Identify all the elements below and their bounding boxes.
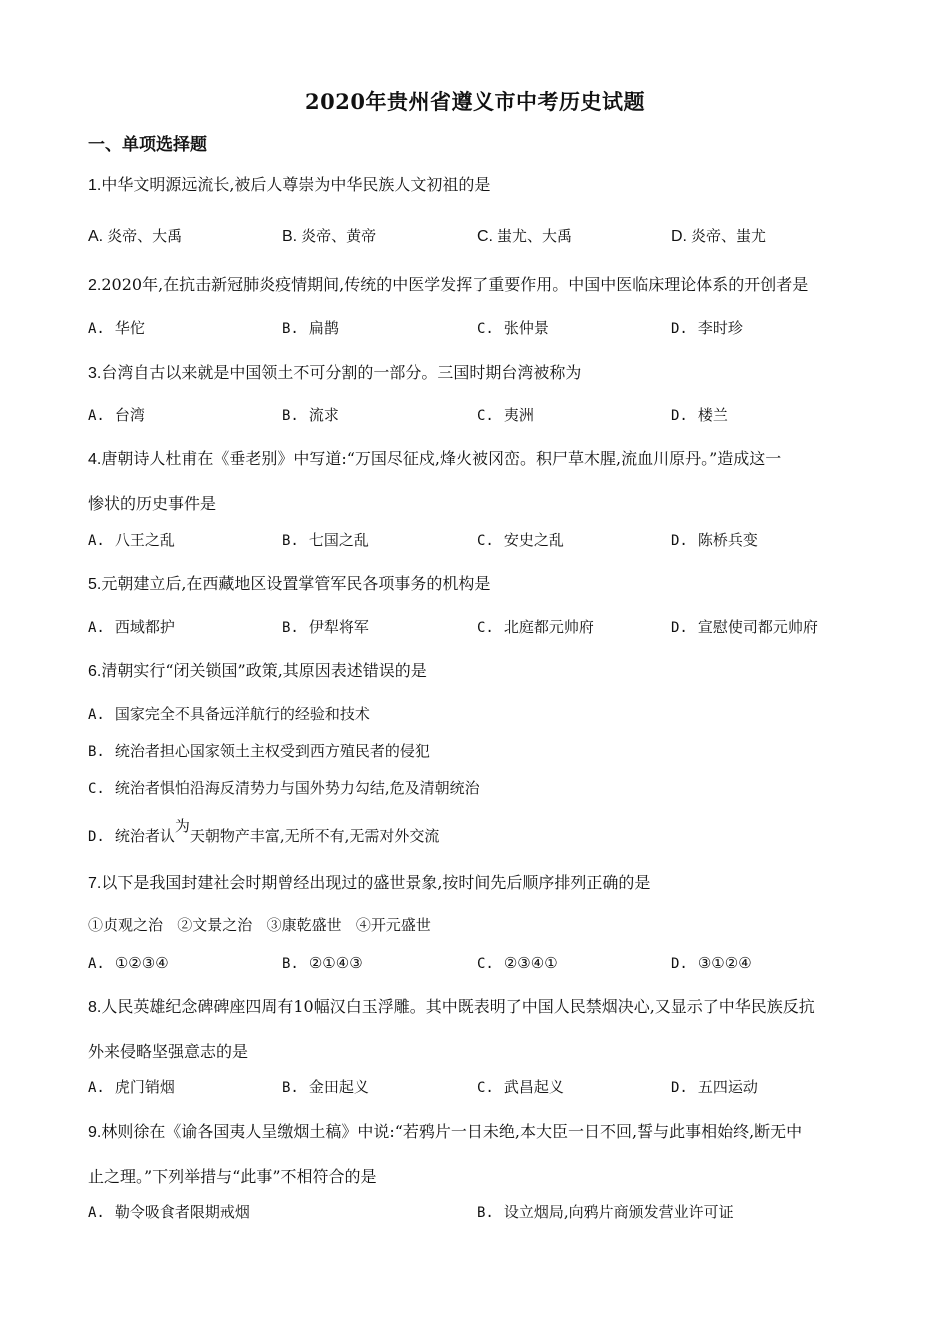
option-text: 宣慰使司都元帅府 bbox=[697, 618, 818, 636]
question-4 bbox=[88, 437, 866, 526]
question-number: 3. bbox=[88, 365, 102, 382]
question-stem: 元朝建立后,在西藏地区设置掌管军民各项事务的机构是 bbox=[101, 574, 491, 593]
question-stem: 以下是我国封建社会时期曾经出现过的盛世景象,按时间先后顺序排列正确的是 bbox=[101, 873, 651, 892]
question-number: 9. bbox=[88, 1124, 102, 1141]
question-8 bbox=[88, 985, 866, 1074]
option-text: 五四运动 bbox=[697, 1078, 758, 1096]
section-heading: 一、单项选择题 bbox=[88, 135, 207, 155]
option-text: ②③④① bbox=[503, 954, 558, 972]
option-c[interactable] bbox=[477, 1076, 564, 1099]
option-c[interactable] bbox=[477, 317, 549, 340]
option-b[interactable] bbox=[282, 404, 339, 427]
option-letter: C. bbox=[477, 620, 494, 636]
option-letter: A. bbox=[88, 408, 105, 424]
option-letter: A. bbox=[88, 533, 105, 549]
option-text: 炎帝、大禹 bbox=[107, 227, 183, 245]
option-letter: C. bbox=[88, 781, 105, 797]
option-text: 八王之乱 bbox=[114, 531, 175, 549]
option-letter: C. bbox=[477, 408, 494, 424]
option-c[interactable] bbox=[88, 777, 480, 798]
question-stem: 2020年,在抗击新冠肺炎疫情期间,传统的中医学发挥了重要作用。中国中医临床理论体系的开创者是 bbox=[101, 275, 809, 294]
option-letter: A. bbox=[88, 707, 105, 723]
option-letter: C. bbox=[477, 533, 494, 549]
option-text: ①②③④ bbox=[114, 954, 169, 972]
option-a[interactable] bbox=[88, 1201, 250, 1224]
option-a[interactable] bbox=[88, 1076, 175, 1099]
question-6 bbox=[88, 649, 866, 694]
option-b[interactable] bbox=[282, 225, 376, 248]
option-text: 设立烟局,向鸦片商颁发营业许可证 bbox=[503, 1203, 734, 1221]
option-d[interactable] bbox=[671, 952, 752, 975]
option-text: 统治者惧怕沿海反清势力与国外势力勾结,危及清朝统治 bbox=[114, 779, 480, 797]
question-stem-line-2: 惨状的历史事件是 bbox=[88, 494, 217, 513]
question-stem: 台湾自古以来就是中国领土不可分割的一部分。三国时期台湾被称为 bbox=[101, 363, 582, 382]
option-b[interactable] bbox=[282, 529, 369, 552]
option-b[interactable] bbox=[282, 317, 339, 340]
option-text: 统治者担心国家领土主权受到西方殖民者的侵犯 bbox=[114, 742, 430, 760]
option-letter: D. bbox=[671, 533, 688, 549]
option-letter: A. bbox=[88, 321, 105, 337]
option-text: 国家完全不具备远洋航行的经验和技术 bbox=[114, 705, 370, 723]
option-text: 扁鹊 bbox=[308, 319, 339, 337]
option-letter: D. bbox=[671, 620, 688, 636]
option-a[interactable] bbox=[88, 703, 370, 724]
question-1 bbox=[88, 163, 866, 208]
question-stem-line-1: 林则徐在《谕各国夷人呈缴烟土稿》中说:“若鸦片一日未绝,本大臣一日不回,誓与此事相始终,断无中 bbox=[101, 1122, 803, 1141]
option-text: 西域都护 bbox=[114, 618, 175, 636]
option-c[interactable] bbox=[477, 225, 572, 248]
option-letter: D. bbox=[671, 228, 687, 245]
option-text: 虎门销烟 bbox=[114, 1078, 175, 1096]
option-text: 华佗 bbox=[114, 319, 145, 337]
option-text: ②①④③ bbox=[308, 954, 363, 972]
option-a[interactable] bbox=[88, 225, 182, 248]
option-a[interactable] bbox=[88, 529, 175, 552]
option-letter: A. bbox=[88, 1080, 105, 1096]
option-b[interactable] bbox=[282, 1076, 369, 1099]
option-b[interactable] bbox=[282, 952, 363, 975]
option-c[interactable] bbox=[477, 404, 534, 427]
option-text: 蚩尤、大禹 bbox=[497, 227, 573, 245]
option-text: 陈桥兵变 bbox=[697, 531, 758, 549]
option-text: ③①②④ bbox=[697, 954, 752, 972]
option-text: 统治者认 bbox=[114, 827, 175, 845]
question-stem: 中华文明源远流长,被后人尊崇为中华民族人文初祖的是 bbox=[101, 175, 491, 194]
option-letter: C. bbox=[477, 228, 493, 245]
option-text: 北庭都元帅府 bbox=[503, 618, 594, 636]
question-number: 8. bbox=[88, 999, 102, 1016]
option-c[interactable] bbox=[477, 616, 594, 639]
option-letter: B. bbox=[282, 533, 299, 549]
question-stem-line-2: 外来侵略坚强意志的是 bbox=[88, 1042, 249, 1061]
question-number: 4. bbox=[88, 451, 102, 468]
option-letter: C. bbox=[477, 956, 494, 972]
option-letter: B. bbox=[282, 228, 298, 245]
option-d[interactable] bbox=[671, 616, 818, 639]
question-stem-line-2: 止之理。”下列举措与“此事”不相符合的是 bbox=[88, 1167, 377, 1186]
option-letter: B. bbox=[477, 1205, 494, 1221]
question-number: 7. bbox=[88, 875, 102, 892]
question-2 bbox=[88, 263, 866, 308]
option-d[interactable] bbox=[671, 529, 758, 552]
option-letter: D. bbox=[671, 408, 688, 424]
option-text: 安史之乱 bbox=[503, 531, 564, 549]
option-b[interactable] bbox=[477, 1201, 734, 1224]
option-text-raised: 为 bbox=[174, 817, 190, 835]
option-c[interactable] bbox=[477, 529, 564, 552]
option-text: 天朝物产丰富,无所不有,无需对外交流 bbox=[189, 827, 440, 845]
question-number: 1. bbox=[88, 177, 102, 194]
option-a[interactable] bbox=[88, 317, 145, 340]
question-7 bbox=[88, 861, 866, 906]
option-d[interactable] bbox=[671, 1076, 758, 1099]
option-letter: C. bbox=[477, 321, 494, 337]
option-letter: B. bbox=[282, 408, 299, 424]
option-d[interactable] bbox=[671, 404, 728, 427]
option-a[interactable] bbox=[88, 404, 145, 427]
option-d[interactable] bbox=[671, 317, 743, 340]
question-9 bbox=[88, 1110, 866, 1199]
option-text: 七国之乱 bbox=[308, 531, 369, 549]
option-text: 张仲景 bbox=[503, 319, 549, 337]
page-title: 2020年贵州省遵义市中考历史试题 bbox=[305, 89, 645, 114]
option-text: 炎帝、黄帝 bbox=[301, 227, 377, 245]
question-number: 5. bbox=[88, 576, 102, 593]
question-number: 6. bbox=[88, 663, 102, 680]
question-stem: 清朝实行“闭关锁国”政策,其原因表述错误的是 bbox=[101, 661, 427, 680]
option-letter: B. bbox=[282, 321, 299, 337]
sequence-items: ①贞观之治 ②文景之治 ③康乾盛世 ④开元盛世 bbox=[88, 916, 431, 934]
question-5 bbox=[88, 562, 866, 607]
option-letter: C. bbox=[477, 1080, 494, 1096]
option-a[interactable] bbox=[88, 616, 175, 639]
option-text: 金田起义 bbox=[308, 1078, 369, 1096]
option-text: 台湾 bbox=[114, 406, 145, 424]
option-text: 夷洲 bbox=[503, 406, 534, 424]
option-a[interactable] bbox=[88, 952, 169, 975]
option-d[interactable] bbox=[671, 225, 766, 248]
option-text: 勒令吸食者限期戒烟 bbox=[114, 1203, 250, 1221]
option-letter: D. bbox=[671, 956, 688, 972]
option-letter: B. bbox=[282, 620, 299, 636]
option-letter: A. bbox=[88, 620, 105, 636]
option-text: 楼兰 bbox=[697, 406, 728, 424]
option-letter: A. bbox=[88, 228, 104, 245]
option-text: 流求 bbox=[308, 406, 339, 424]
question-3 bbox=[88, 351, 866, 396]
option-letter: A. bbox=[88, 1205, 105, 1221]
option-letter: B. bbox=[88, 744, 105, 760]
option-b[interactable] bbox=[88, 740, 430, 761]
option-c[interactable] bbox=[477, 952, 558, 975]
option-b[interactable] bbox=[282, 616, 369, 639]
option-d[interactable] bbox=[88, 817, 440, 846]
option-letter: B. bbox=[282, 956, 299, 972]
question-number: 2. bbox=[88, 277, 102, 294]
question-stem-line-1: 唐朝诗人杜甫在《垂老别》中写道:“万国尽征戍,烽火被冈峦。积尸草木腥,流血川原丹。”造成这一 bbox=[101, 449, 782, 468]
option-text: 伊犁将军 bbox=[308, 618, 369, 636]
option-letter: D. bbox=[671, 321, 688, 337]
option-letter: D. bbox=[671, 1080, 688, 1096]
question-stem-line-1: 人民英雄纪念碑碑座四周有10幅汉白玉浮雕。其中既表明了中国人民禁烟决心,又显示了中华民族反抗 bbox=[101, 997, 815, 1016]
option-text: 李时珍 bbox=[697, 319, 743, 337]
option-letter: D. bbox=[88, 829, 105, 845]
option-text: 炎帝、蚩尤 bbox=[691, 227, 767, 245]
option-text: 武昌起义 bbox=[503, 1078, 564, 1096]
option-letter: B. bbox=[282, 1080, 299, 1096]
option-letter: A. bbox=[88, 956, 105, 972]
